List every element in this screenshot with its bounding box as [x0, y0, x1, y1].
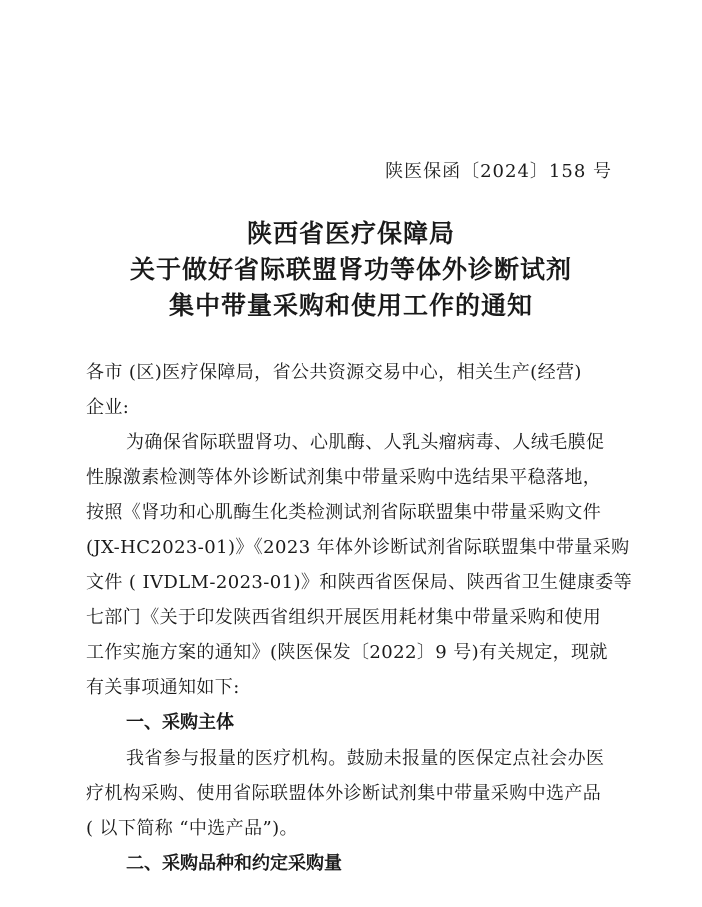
intro-line-5: 文件 ( IVDLM-2023-01)》和陕西省医保局、陕西省卫生健康委等	[86, 572, 633, 593]
intro-line-3: 按照《肾功和心肌酶生化类检测试剂省际联盟集中带量采购文件	[86, 502, 602, 523]
section-1-heading: 一、采购主体	[126, 712, 234, 733]
section-1-line-1: 我省参与报量的医疗机构。鼓励未报量的医保定点社会办医	[126, 748, 605, 769]
intro-line-6: 七部门《关于印发陕西省组织开展医用耗材集中带量采购和使用	[86, 607, 602, 628]
section-1-line-3: ( 以下简称 “中选产品”)。	[86, 818, 298, 839]
intro-line-4: (JX-HC2023-01)》《2023 年体外诊断试剂省际联盟集中带量采购	[86, 537, 630, 558]
title-line-3: 集中带量采购和使用工作的通知	[168, 291, 533, 320]
title-line-1: 陕西省医疗保障局	[246, 219, 455, 248]
document-body	[86, 355, 633, 882]
title-line-2: 关于做好省际联盟肾功等体外诊断试剂	[129, 255, 572, 284]
document-number: 陕医保函〔2024〕158 号	[385, 161, 612, 182]
section-1-line-2: 疗机构采购、使用省际联盟体外诊断试剂集中带量采购中选产品	[86, 783, 602, 804]
document-title	[0, 216, 702, 324]
addressee-line-1: 各市 (区)医疗保障局，省公共资源交易中心，相关生产(经营)	[86, 362, 582, 383]
intro-line-7: 工作实施方案的通知》(陕医保发〔2022〕9 号)有关规定，现就	[86, 642, 608, 663]
intro-line-1: 为确保省际联盟肾功、心肌酶、人乳头瘤病毒、人绒毛膜促	[126, 432, 605, 453]
intro-line-2: 性腺激素检测等体外诊断试剂集中带量采购中选结果平稳落地，	[86, 467, 602, 488]
addressee-line-2: 企业:	[86, 397, 130, 418]
intro-line-8: 有关事项通知如下:	[86, 677, 240, 698]
section-2-heading: 二、采购品种和约定采购量	[126, 853, 342, 874]
